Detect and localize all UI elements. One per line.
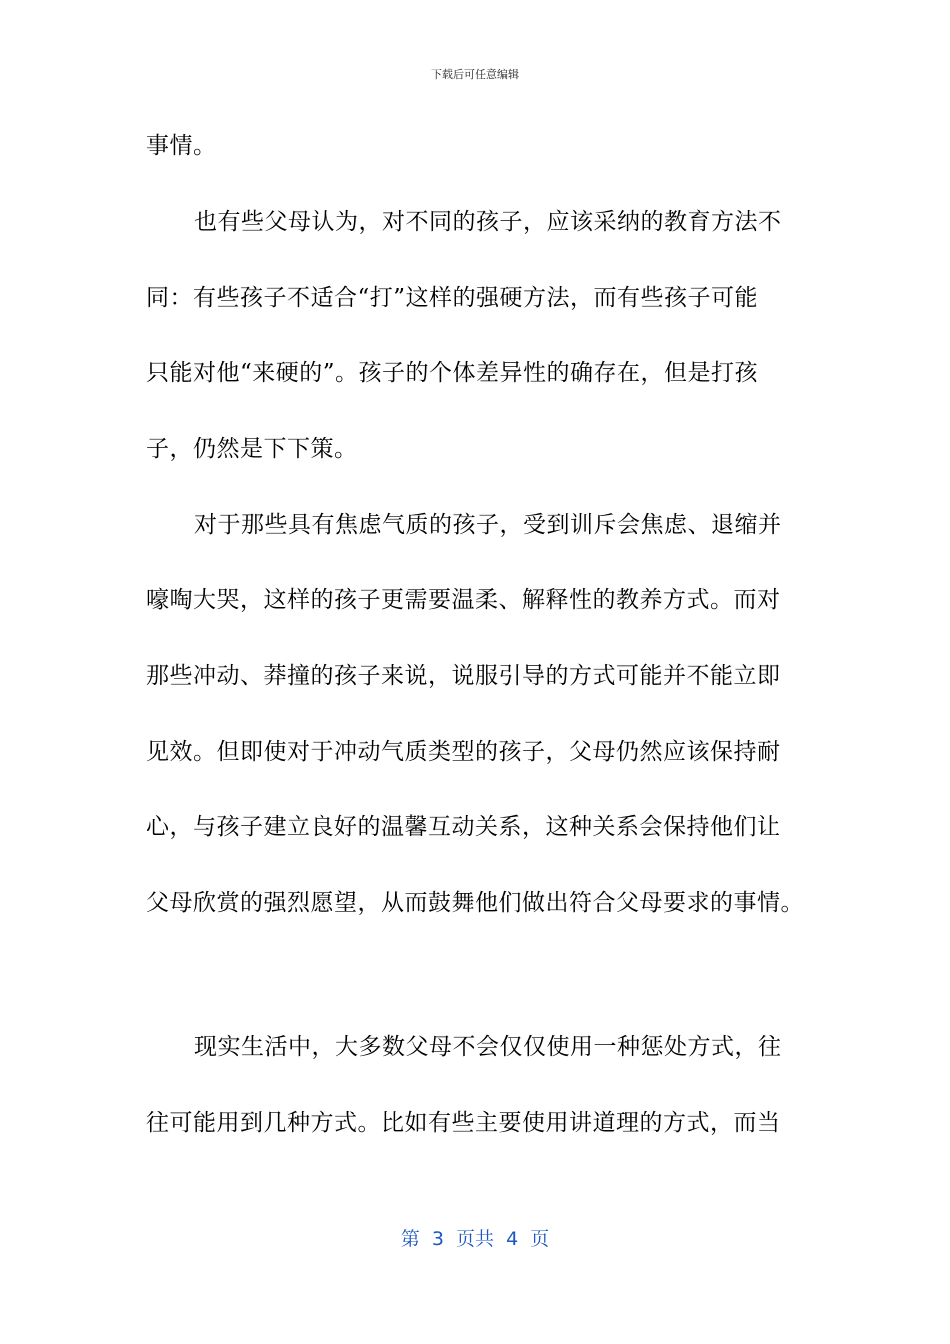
body-line: 只能对他“来硬的”。孩子的个体差异性的确存在，但是打孩 xyxy=(146,360,759,386)
body-line: 见效。但即使对于冲动气质类型的孩子，父母仍然应该保持耐 xyxy=(146,739,781,765)
body-line: 现实生活中，大多数父母不会仅仅使用一种惩处方式，往 xyxy=(194,1034,782,1060)
body-line: 心，与孩子建立良好的温馨互动关系，这种关系会保持他们让 xyxy=(146,814,781,840)
body-line: 嚎啕大哭，这样的孩子更需要温柔、解释性的教养方式。而对 xyxy=(146,587,781,613)
page-header: 下载后可任意编辑 xyxy=(431,68,519,81)
body-line: 父母欣赏的强烈愿望，从而鼓舞他们做出符合父母要求的事情。 xyxy=(146,890,804,916)
body-line: 同：有些孩子不适合“打”这样的强硬方法，而有些孩子可能 xyxy=(146,285,759,311)
body-line: 对于那些具有焦虑气质的孩子，受到训斥会焦虑、退缩并 xyxy=(194,512,782,538)
body-line: 也有些父母认为，对不同的孩子，应该采纳的教育方法不 xyxy=(194,209,782,235)
body-line: 往可能用到几种方式。比如有些主要使用讲道理的方式，而当 xyxy=(146,1110,781,1136)
body-line: 子，仍然是下下策。 xyxy=(146,436,358,462)
body-line: 事情。 xyxy=(146,133,217,159)
page-number: 第 3 页共 4 页 xyxy=(400,1228,550,1250)
body-line: 那些冲动、莽撞的孩子来说，说服引导的方式可能并不能立即 xyxy=(146,663,781,689)
